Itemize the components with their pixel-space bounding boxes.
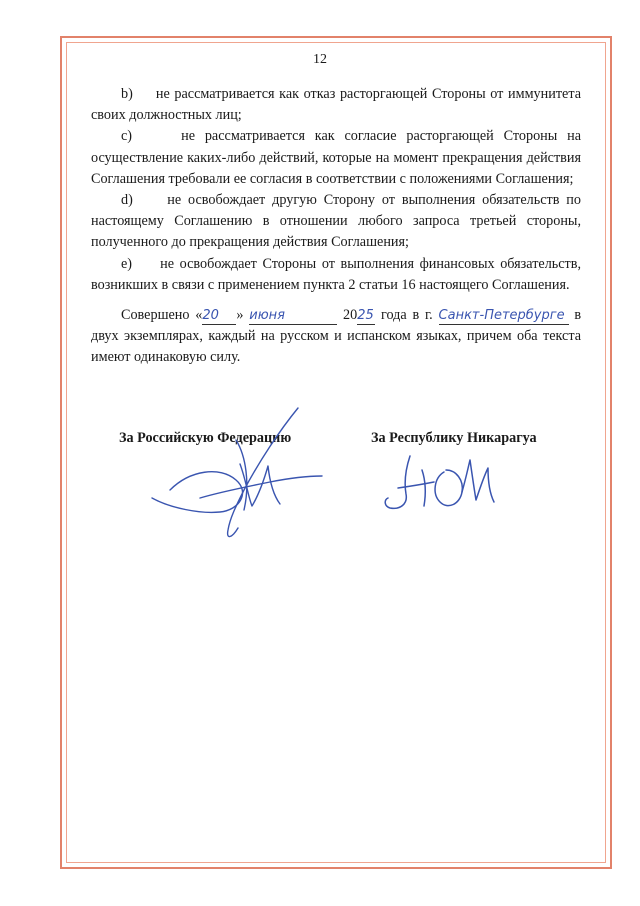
item-label: c) [121, 128, 133, 145]
closing-rest: в двух экземплярах, каждый на русском и испанском языках, причем оба текста имеют одинаковую силу. [91, 307, 582, 366]
item-text: не освобождает Стороны от выполнения финансовых обязательств, возникших в связи с применением пункта 2 статьи 16 настоящего Соглашения. [91, 255, 582, 293]
closing-prefix: Совершено « [121, 307, 203, 324]
signature-caption-nicaragua: За Республику Никарагуа [371, 430, 537, 446]
signature-russia-image [140, 400, 330, 550]
item-label: e) [121, 255, 133, 272]
page-number: 12 [313, 52, 327, 67]
item-text: не освобождает другую Сторону от выполнения обязательств по настоящему Соглашению в отношении любого запроса третьей стороны, полученного до прекращения действия Соглашения; [91, 192, 581, 251]
handwritten-month: июня [249, 308, 337, 325]
item-text: не рассматривается как согласие расторгающей Стороны на осуществление каких-либо действий, которые на момент прекращения действия Соглашения требовали ее согласия в соответствии с положениями Соглашения; [91, 128, 581, 187]
list-item-c [91, 126, 581, 190]
item-text: не рассматривается как отказ расторгающей Стороны от иммунитета своих должностных лиц; [91, 86, 581, 124]
item-label: d) [121, 192, 133, 209]
city-prefix: года в г. [381, 307, 433, 324]
document-body [91, 84, 581, 369]
handwritten-year: 25 [357, 308, 374, 324]
list-item-e [91, 254, 581, 296]
signature-caption-russia: За Российскую Федерацию [119, 430, 292, 446]
item-label: b) [121, 86, 133, 102]
year-prefix: 20 [343, 307, 358, 324]
closing-paragraph [91, 305, 581, 369]
list-item-b [91, 84, 581, 126]
signature-nicaragua-image [378, 448, 498, 528]
handwritten-city: Санкт-Петербурге [439, 308, 569, 325]
closing-after-day: » [236, 307, 244, 324]
handwritten-day: 20 [202, 308, 236, 325]
list-item-d [91, 190, 581, 254]
